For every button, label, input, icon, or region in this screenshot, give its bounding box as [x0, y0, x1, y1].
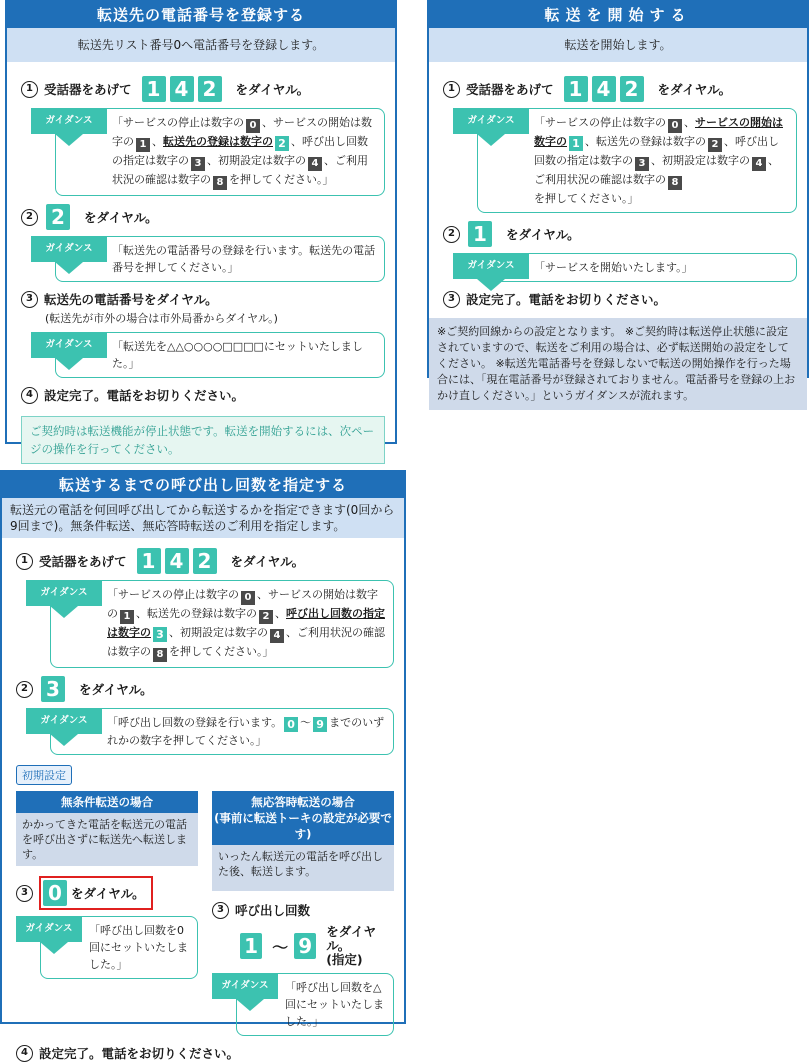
guidance-text: 「サービスを開始いたします。」 — [477, 253, 797, 282]
column-body: かかってきた電話を転送元の電話を呼び出さずに転送先へ転送します。 — [16, 813, 198, 866]
step-text: 設定完了。電話をお切りください。 — [466, 292, 667, 307]
step-text: をダイヤル。 — [230, 554, 305, 569]
step-text: 呼び出し回数 — [235, 903, 311, 918]
start-forwarding-panel — [427, 0, 809, 402]
step-1 — [16, 548, 394, 574]
guidance-text: 「サービスの停止は数字の 0 、サービスの開始は数字の 1 、転送先の登録は数字の 2 、呼び出し回数の指定は数字の 3 、初期設定は数字の 4 、ご利用状況の確認は数字の 8 を押してください。」 — [50, 580, 394, 668]
guidance-tag: ガイダンス — [31, 332, 107, 358]
key-badge: 8 — [153, 648, 167, 662]
step-number: 3 — [443, 291, 460, 308]
panel-title: 転送先の電話番号を登録する — [7, 2, 395, 28]
key-badge: 2 — [708, 138, 722, 152]
step-number: 3 — [21, 291, 38, 308]
step-text: をダイヤル。 — [71, 886, 145, 901]
notice-box: ご契約時は転送機能が停止状態です。転送を開始するには、次ページの操作を行ってください。 — [21, 416, 385, 464]
guidance-tag: ガイダンス — [212, 973, 278, 999]
key-badge: 8 — [213, 176, 227, 190]
step-1 — [21, 76, 385, 102]
key-badge: 8 — [668, 176, 682, 190]
key-9: 9 — [294, 933, 316, 959]
ring-range: 1 〜 9 をダイヤル。 (指定) — [240, 925, 394, 967]
step-number: 4 — [21, 387, 38, 404]
step-2 — [21, 204, 385, 230]
dial-keys — [142, 76, 226, 102]
guidance-text: 「呼び出し回数の登録を行います。 0 〜 9 までのいずれかの数字を押してください。」 — [50, 708, 394, 755]
register-number-panel — [5, 0, 397, 456]
guidance-text: 「呼び出し回数を0回にセットいたしました。」 — [40, 916, 198, 979]
key-4: 4 — [592, 76, 616, 102]
key-badge: 2 — [259, 610, 273, 624]
guidance-1 — [31, 108, 385, 196]
step-4 — [21, 386, 385, 404]
guidance-tag: ガイダンス — [26, 708, 102, 734]
step-text: をダイヤル。 — [506, 227, 580, 242]
key-badge: 0 — [246, 119, 260, 133]
step-text: (指定) — [326, 952, 363, 967]
step-2 — [443, 221, 797, 247]
step-text: 受話器をあげて — [39, 554, 127, 569]
step-number: 2 — [443, 226, 460, 243]
step-text: 受話器をあげて — [466, 82, 554, 97]
key-4: 4 — [165, 548, 189, 574]
key-2: 2 — [198, 76, 222, 102]
key-2: 2 — [620, 76, 644, 102]
column-heading: 無応答時転送の場合 (事前に転送トーキの設定が必要です) — [212, 791, 394, 845]
highlight-box — [39, 876, 153, 910]
ring-count-panel — [0, 470, 406, 1061]
key-badge: 9 — [313, 717, 327, 732]
guidance-3 — [31, 332, 385, 378]
guidance-tag: ガイダンス — [453, 253, 529, 279]
panel-subtitle: 転送元の電話を何回呼び出してから転送するかを指定できます(0回から9回まで)。無条件転送、無応答時転送のご利用を指定します。 — [2, 498, 404, 538]
guidance-2 — [26, 708, 394, 755]
step-text: をダイヤル。 — [79, 682, 153, 697]
guidance-text: 「サービスの停止は数字の 0 、サービスの開始は数字の 1 、転送先の登録は数字の 2 、呼び出し回数の指定は数字の 3 、初期設定は数字の 4 、ご利用状況の確認は数字の 8を押してください。」 — [477, 108, 797, 213]
panel-subtitle: 転送先リスト番号0へ電話番号を登録します。 — [7, 28, 395, 62]
key-badge: 1 — [569, 136, 583, 151]
key-badge: 0 — [241, 591, 255, 605]
key-1: 1 — [240, 933, 262, 959]
step-number: 1 — [443, 81, 460, 98]
step-number: 1 — [16, 553, 33, 570]
key-1: 1 — [142, 76, 166, 102]
key-1: 1 — [468, 221, 492, 247]
step-text: をダイヤル。 — [657, 82, 732, 97]
step-3-right — [212, 901, 394, 919]
step-number: 4 — [16, 1045, 33, 1062]
key-2: 2 — [46, 204, 70, 230]
step-number: 1 — [21, 81, 38, 98]
guidance-tag: ガイダンス — [26, 580, 102, 606]
dial-keys — [137, 548, 221, 574]
guidance-2 — [453, 253, 797, 282]
key-1: 1 — [564, 76, 588, 102]
guidance-tag: ガイダンス — [31, 236, 107, 262]
key-badge: 3 — [153, 627, 167, 642]
guidance-1 — [453, 108, 797, 213]
key-badge: 3 — [191, 157, 205, 171]
step-3-left — [16, 876, 198, 910]
guidance-text: 「転送先の電話番号の登録を行います。転送先の電話番号を押してください。」 — [55, 236, 385, 282]
key-badge: 4 — [270, 629, 284, 643]
step-number: 2 — [16, 681, 33, 698]
key-1: 1 — [137, 548, 161, 574]
forward-modes — [16, 791, 394, 1036]
step-number: 3 — [212, 902, 229, 919]
panel-subtitle: 転送を開始します。 — [429, 28, 807, 62]
key-badge: 3 — [635, 157, 649, 171]
step-text: をダイヤル。 — [235, 82, 310, 97]
step-text: 受話器をあげて — [44, 82, 132, 97]
step-number: 2 — [21, 209, 38, 226]
key-badge: 4 — [752, 157, 766, 171]
step-text: をダイヤル。 — [326, 924, 376, 953]
guidance-2 — [31, 236, 385, 282]
column-body: いったん転送元の電話を呼び出した後、転送します。 — [212, 845, 394, 891]
key-badge: 0 — [668, 119, 682, 133]
key-badge: 1 — [120, 610, 134, 624]
step-text: 設定完了。電話をお切りください。 — [39, 1046, 240, 1061]
step-3 — [21, 290, 385, 308]
guidance-left — [16, 916, 198, 979]
key-badge: 1 — [136, 138, 150, 152]
key-badge: 2 — [275, 136, 289, 151]
guidance-tag: ガイダンス — [31, 108, 107, 134]
key-4: 4 — [170, 76, 194, 102]
guidance-text: 「転送先を△△○○○○□□□□にセットいたしました。」 — [55, 332, 385, 378]
dial-keys — [564, 76, 648, 102]
key-badge: 0 — [284, 717, 298, 732]
step-2 — [16, 676, 394, 702]
guidance-text: 「呼び出し回数を△回にセットいたしました。」 — [236, 973, 394, 1036]
key-2: 2 — [193, 548, 217, 574]
note-box: ※ご契約回線からの設定となります。 ※ご契約時は転送停止状態に設定されていますので、転送をご利用の場合は、必ず転送開始の設定をしてください。 ※転送先電話番号を登録しないで転送の開始操作を行った場合には、「現在電話番号が登録されておりません。電話番号を登録の上おかけ直しください。」というガイダンスが流れます。 — [429, 318, 807, 410]
key-3: 3 — [41, 676, 65, 702]
step-text: 転送先の電話番号をダイヤル。 — [44, 292, 218, 307]
step-number: 3 — [16, 885, 33, 902]
no-answer-column — [212, 791, 394, 1036]
key-0: 0 — [43, 880, 67, 906]
column-heading: 無条件転送の場合 — [16, 791, 198, 813]
guidance-tag: ガイダンス — [16, 916, 82, 942]
guidance-text: 「サービスの停止は数字の 0 、サービスの開始は数字の 1 、転送先の登録は数字の 2 、呼び出し回数の指定は数字の 3 、初期設定は数字の 4 、ご利用状況の確認は数字の 8 を押してください。」 — [55, 108, 385, 196]
guidance-right — [212, 973, 394, 1036]
panel-title: 転送を開始する — [429, 2, 807, 28]
step-text: 設定完了。電話をお切りください。 — [44, 388, 245, 403]
step-1 — [443, 76, 797, 102]
step-text: をダイヤル。 — [84, 210, 158, 225]
panel-title: 転送するまでの呼び出し回数を指定する — [2, 472, 404, 498]
step-3 — [443, 290, 797, 308]
key-badge: 4 — [308, 157, 322, 171]
step-note: (転送先が市外の場合は市外局番からダイヤル。) — [45, 312, 278, 325]
step-4 — [16, 1044, 394, 1062]
guidance-tag: ガイダンス — [453, 108, 529, 134]
initial-setting-label: 初期設定 — [16, 765, 72, 785]
guidance-1 — [26, 580, 394, 668]
unconditional-column — [16, 791, 198, 1036]
